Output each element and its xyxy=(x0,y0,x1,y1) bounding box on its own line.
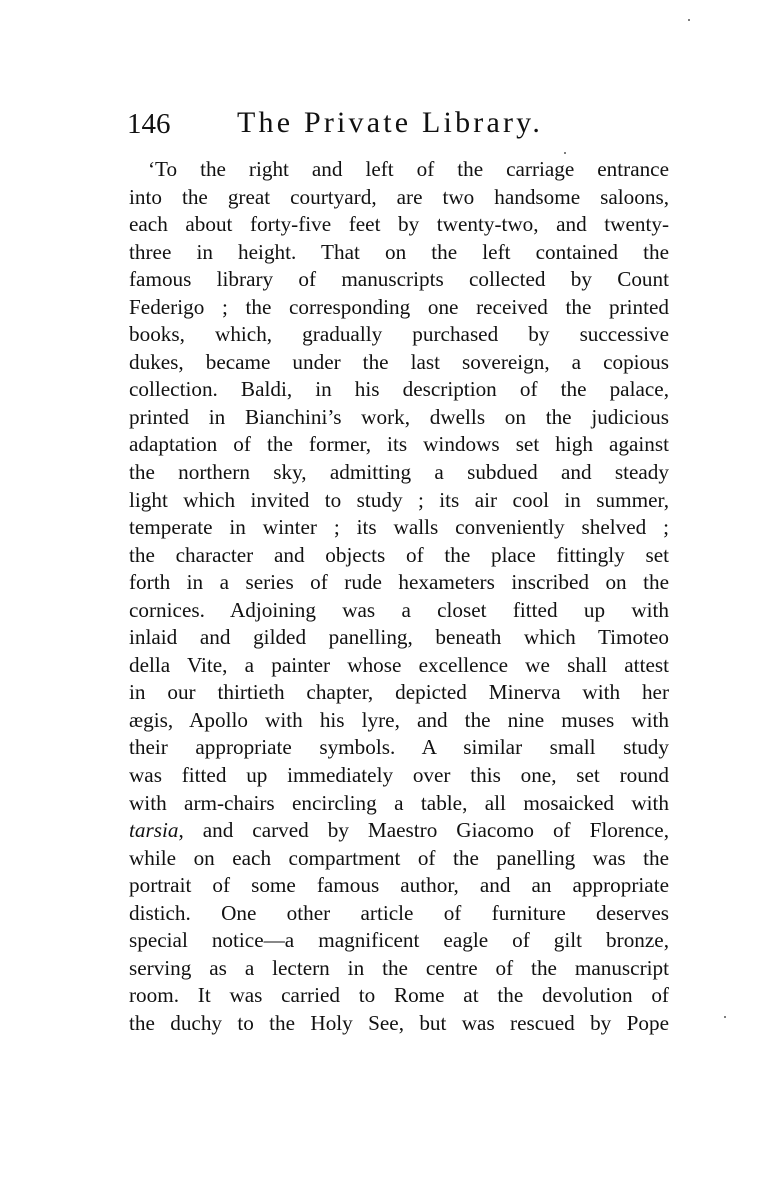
text-line: the northern sky, admitting a subdued and steady xyxy=(129,460,669,485)
text-line: while on each compartment of the panelling was the xyxy=(129,845,669,870)
text-line: each about forty-five feet by twenty-two, and twenty- xyxy=(129,212,669,237)
text-line-with-italic xyxy=(129,817,669,845)
text-line: special notice—a magnificent eagle of gilt bronze, xyxy=(129,928,669,953)
text-line: was fitted up immediately over this one, set round xyxy=(129,763,669,788)
text-line: their appropriate symbols. A similar small study xyxy=(129,735,669,760)
text-line: the duchy to the Holy See, but was rescued by Pope xyxy=(129,1010,669,1035)
body-paragraph xyxy=(129,156,669,1038)
text-line: printed in Bianchini’s work, dwells on the judicious xyxy=(129,404,669,429)
text-line: inlaid and gilded panelling, beneath which Timoteo xyxy=(129,625,669,650)
scan-speck xyxy=(724,1016,726,1018)
text-line: collection. Baldi, in his description of the palace, xyxy=(129,377,669,402)
text-line: temperate in winter ; its walls conveniently shelved ; xyxy=(129,515,669,540)
text-line: in our thirtieth chapter, depicted Minerva with her xyxy=(129,680,669,705)
text-line: the character and objects of the place fittingly set xyxy=(129,542,669,567)
text-line: three in height. That on the left contained the xyxy=(129,239,669,264)
text-line: famous library of manuscripts collected by Count xyxy=(129,267,669,292)
page-number: 146 xyxy=(127,108,171,140)
text-line: into the great courtyard, are two handsome saloons, xyxy=(129,184,669,209)
text-line: distich. One other article of furniture deserves xyxy=(129,900,669,925)
scan-speck xyxy=(688,19,690,21)
italic-term: tarsia xyxy=(129,818,179,843)
running-head xyxy=(127,106,672,146)
text-line: cornices. Adjoining was a closet fitted up with xyxy=(129,597,669,622)
text-line: portrait of some famous author, and an appropriate xyxy=(129,873,669,898)
text-line: with arm-chairs encircling a table, all mosaicked with xyxy=(129,790,669,815)
text-line: dukes, became under the last sovereign, a copious xyxy=(129,349,669,374)
running-title: The Private Library. xyxy=(237,106,544,139)
text-line-rest: , and carved by Maestro Giacomo of Florence, xyxy=(178,818,669,843)
text-line: room. It was carried to Rome at the devolution of xyxy=(129,983,669,1008)
scan-speck xyxy=(564,152,566,154)
text-line: ægis, Apollo with his lyre, and the nine muses with xyxy=(129,707,669,732)
text-line: della Vite, a painter whose excellence we shall attest xyxy=(129,652,669,677)
text-line: adaptation of the former, its windows set high against xyxy=(129,432,669,457)
text-line: ‘To the right and left of the carriage entrance xyxy=(148,157,669,181)
text-line: Federigo ; the corresponding one received the printed xyxy=(129,294,669,319)
text-line: books, which, gradually purchased by successive xyxy=(129,322,669,347)
text-line: serving as a lectern in the centre of the manuscript xyxy=(129,955,669,980)
text-line: forth in a series of rude hexameters inscribed on the xyxy=(129,570,669,595)
text-line: light which invited to study ; its air cool in summer, xyxy=(129,487,669,512)
